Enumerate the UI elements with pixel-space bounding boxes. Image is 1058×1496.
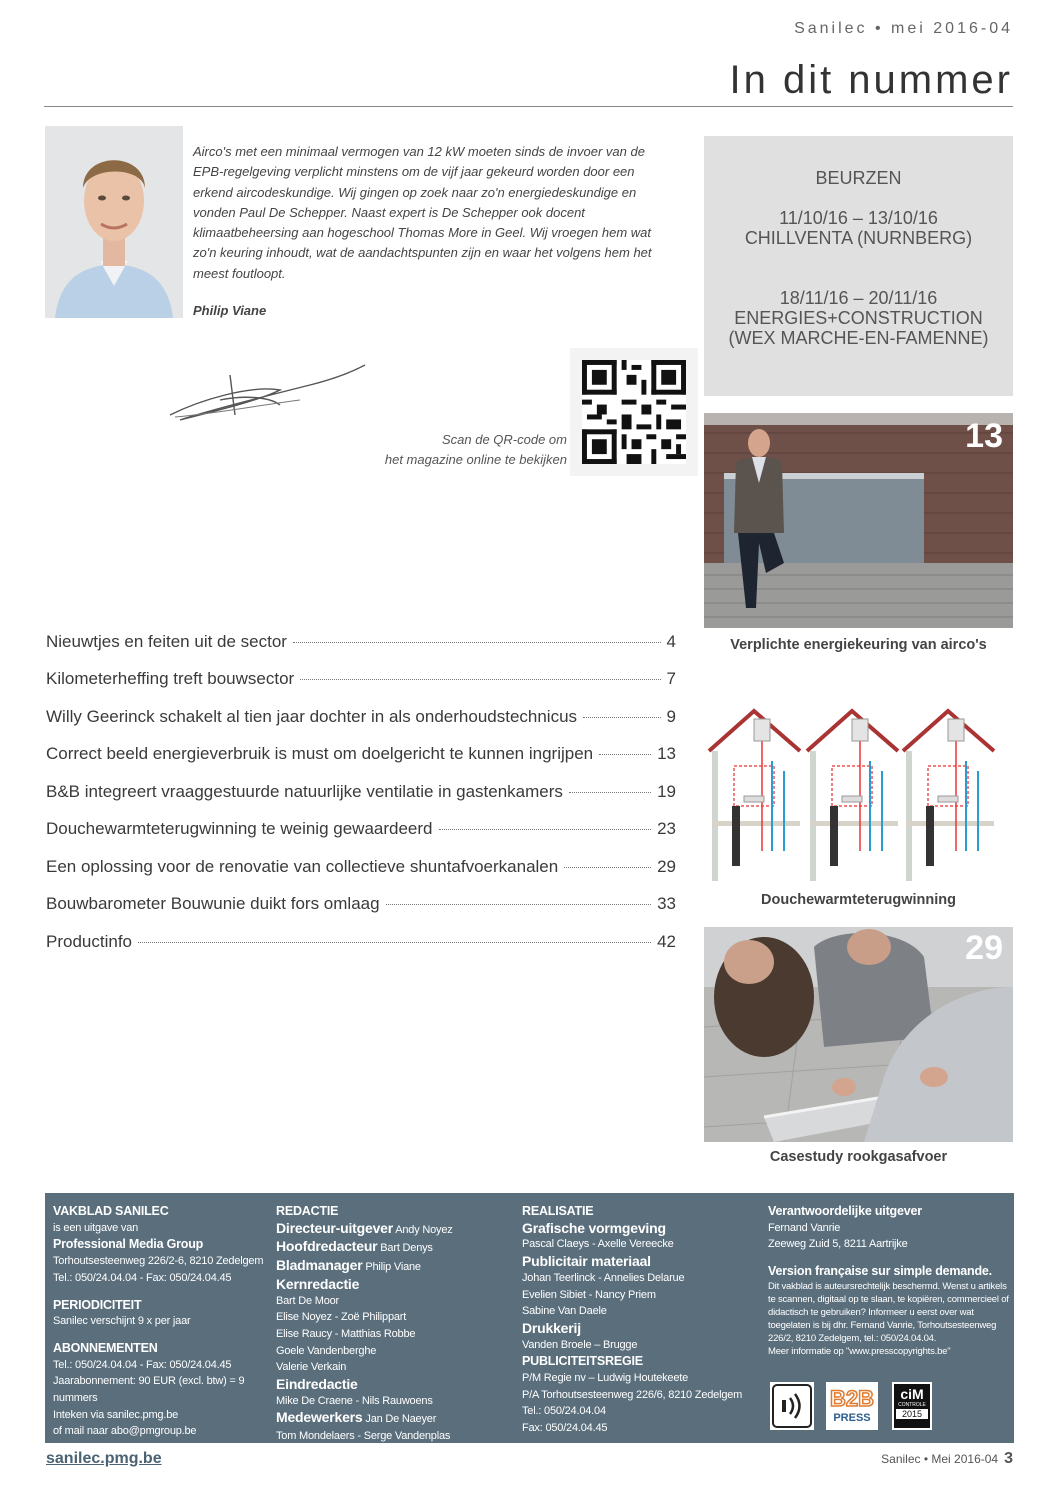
toc-item-page: 33 xyxy=(657,894,676,913)
cim-logo xyxy=(892,1382,932,1430)
page-title: In dit nummer xyxy=(729,58,1013,102)
feature-photo-rookgas[interactable] xyxy=(704,927,1013,1142)
toc-item-title: Douchewarmteterugwinning te weinig gewaardeerd xyxy=(46,819,433,838)
colophon-role: Kernredactie xyxy=(276,1275,360,1292)
qr-instruction-line1: Scan de QR-code om xyxy=(441,432,567,447)
footer-meta xyxy=(881,1450,1013,1468)
toc-leader xyxy=(138,942,651,943)
colophon-person: Andy Noyez xyxy=(395,1223,453,1236)
toc-item[interactable] xyxy=(46,632,676,658)
colophon-line: of mail naar abo@pmgroup.be xyxy=(53,1425,197,1438)
colophon-line: Goele Vandenberghe xyxy=(276,1344,377,1357)
colophon-publisher xyxy=(53,1203,273,1440)
toc-leader xyxy=(599,754,651,755)
toc-leader xyxy=(439,829,652,830)
toc-item-title: Productinfo xyxy=(46,932,132,951)
b2b-press-label: PRESS xyxy=(833,1412,871,1424)
colophon-role: Medewerkers xyxy=(276,1409,363,1426)
editorial-author: Philip Viane xyxy=(193,303,267,318)
toc-item[interactable] xyxy=(46,782,676,808)
colophon-heading: VAKBLAD SANILEC xyxy=(53,1204,169,1218)
colophon-role: Directeur-uitgever xyxy=(276,1219,393,1236)
copyright-notice: Dit vakblad is auteursrechtelijk beschermd. Wenst u artikels te scannen, digitaal op te slaan, te kopiëren, commercieel of didactisch te gebruiken? Informeer u eerst over wat toegelaten is bij dhr. Fernand Vanrie, Torhoutsesteenweg 226/2, 8210 Zedelgem, tel.: 050/24.04.04. xyxy=(768,1280,1009,1344)
colophon-heading: PERIODICITEIT xyxy=(53,1297,142,1312)
toc-item-page: 9 xyxy=(666,707,676,726)
colophon-person: Jan De Naeyer xyxy=(365,1413,437,1426)
feature-caption-airco: Verplichte energiekeuring van airco's xyxy=(730,637,987,653)
toc-item[interactable] xyxy=(46,744,676,770)
feature-page-23: 23 xyxy=(965,673,1003,711)
colophon-role: Drukkerij xyxy=(522,1319,581,1336)
fair1-name: CHILLVENTA (NURNBERG) xyxy=(744,228,973,248)
colophon-line: Mike De Craene - Nils Rauwoens xyxy=(276,1394,433,1407)
colophon-role: Grafische vormgeving xyxy=(522,1219,666,1236)
toc-item-title: B&B integreert vraaggestuurde natuurlijke ventilatie in gastenkamers xyxy=(46,782,563,801)
colophon-role: Bladmanager xyxy=(276,1257,363,1274)
cim-controle-label: CONTROLE xyxy=(898,1402,926,1408)
wifi-logo-icon xyxy=(770,1382,814,1430)
toc-leader xyxy=(386,904,652,905)
fairs-box xyxy=(704,136,1013,396)
colophon-line: Elise Raucy - Matthias Robbe xyxy=(276,1327,416,1340)
colophon-heading: PUBLICITEITSREGIE xyxy=(522,1354,643,1369)
colophon-role: Publicitair materiaal xyxy=(522,1253,651,1270)
fair1-dates: 11/10/16 – 13/10/16 xyxy=(779,208,938,228)
colophon-line: Bart De Moor xyxy=(276,1294,340,1307)
qr-code-icon[interactable] xyxy=(582,360,686,464)
fair2-dates: 18/11/16 – 20/11/16 xyxy=(779,288,938,308)
b2b-logo-icon xyxy=(826,1382,878,1412)
colophon-line: Inteken via sanilec.pmg.be xyxy=(53,1408,179,1421)
feature-page-13: 13 xyxy=(965,417,1003,455)
colophon-line: Fernand Vanrie xyxy=(768,1221,841,1234)
colophon-line: Jaarabonnement: 90 EUR (excl. btw) = 9 nummers xyxy=(53,1375,245,1405)
toc-leader xyxy=(569,792,651,793)
colophon-line: Vanden Broele – Brugge xyxy=(522,1338,638,1351)
colophon-role: Hoofdredacteur xyxy=(276,1238,378,1255)
colophon-line: Tel.: 050/24.04.04 xyxy=(522,1405,606,1418)
colophon-line: Professional Media Group xyxy=(53,1237,204,1252)
issue-meta: Sanilec • mei 2016-04 xyxy=(794,20,1013,37)
colophon-line: Fax: 050/24.04.45 xyxy=(522,1422,608,1435)
editorial-intro: Airco's met een minimaal vermogen van 12 kW moeten sinds de invoer van de EPB-regelgeving verplicht minstens om de vijf jaar gekeurd worden door een erkend aircodeskundige. Wij gingen op zoek naar zo'n energiedeskundige en vonden Paul De Schepper. Naast expert is De Schepper ook docent klimaatbeheersing aan hogeschool Thomas More in Geel. Wij vroegen hem wat zo'n keuring inhoudt, wat de aandachtspunten zijn en waar het volgens hem het meest foutloopt. xyxy=(193,144,652,281)
colophon-line: Evelien Sibiet - Nancy Priem xyxy=(522,1288,656,1301)
colophon-role: Eindredactie xyxy=(276,1376,358,1393)
colophon-line: P/A Torhoutsesteenweg 226/6, 8210 Zedelgem xyxy=(522,1388,743,1401)
colophon-heading: Version française sur simple demande. xyxy=(768,1264,992,1279)
toc-leader xyxy=(293,642,661,643)
toc-item-page: 29 xyxy=(657,857,676,876)
toc-item[interactable] xyxy=(46,894,676,920)
fairs-heading: BEURZEN xyxy=(815,168,902,188)
toc-item-page: 42 xyxy=(657,932,676,951)
colophon-line: Tom Mondelaers - Serge Vandenplas xyxy=(276,1430,451,1443)
toc-item-title: Willy Geerinck schakelt al tien jaar dochter in als onderhoudstechnicus xyxy=(46,707,578,726)
toc-item[interactable] xyxy=(46,857,676,883)
toc-leader xyxy=(583,717,660,718)
colophon-person: Bart Denys xyxy=(380,1242,433,1255)
colophon-line: Johan Teerlinck - Annelies Delarue xyxy=(522,1271,685,1284)
colophon-line: Sanilec verschijnt 9 x per jaar xyxy=(53,1315,191,1328)
colophon-person: Philip Viane xyxy=(365,1261,421,1274)
toc-item-page: 13 xyxy=(657,744,676,763)
colophon-line: P/M Regie nv – Ludwig Houtekeete xyxy=(522,1372,689,1385)
colophon-responsible xyxy=(768,1203,1010,1358)
colophon-line: Torhoutsesteenweg 226/2-6, 8210 Zedelgem xyxy=(53,1255,264,1268)
colophon-line: Tel.: 050/24.04.04 - Fax: 050/24.04.45 xyxy=(53,1358,232,1371)
colophon-line: Tel.: 050/24.04.04 - Fax: 050/24.04.45 xyxy=(53,1271,232,1284)
colophon-line: Zeeweg Zuid 5, 8211 Aartrijke xyxy=(768,1238,908,1251)
colophon-line: Elise Noyez - Zoë Philippart xyxy=(276,1311,407,1324)
toc-item-title: Bouwbarometer Bouwunie duikt fors omlaag xyxy=(46,894,380,913)
colophon-line: Pascal Claeys - Axelle Vereecke xyxy=(522,1238,674,1251)
feature-photo-airco[interactable] xyxy=(704,413,1013,628)
toc-leader xyxy=(564,867,651,868)
colophon-line: is een uitgave van xyxy=(53,1221,139,1234)
toc-item-title: Correct beeld energieverbruik is must om doelgericht te kunnen ingrijpen xyxy=(46,744,594,763)
colophon-editorial xyxy=(276,1203,516,1445)
b2b-press-logo xyxy=(826,1382,878,1430)
toc-item-title: Een oplossing voor de renovatie van collectieve shuntafvoerkanalen xyxy=(46,857,559,876)
editor-portrait xyxy=(45,126,183,318)
footer-issue: Sanilec • Mei 2016-04 xyxy=(881,1452,999,1466)
colophon-line: Valerie Verkain xyxy=(276,1361,347,1374)
toc-item-page: 7 xyxy=(666,669,676,688)
colophon-heading: REALISATIE xyxy=(522,1204,594,1218)
toc-item[interactable] xyxy=(46,707,676,733)
colophon-heading: Verantwoordelijke uitgever xyxy=(768,1204,922,1218)
qr-instruction xyxy=(300,430,567,470)
page-number: 3 xyxy=(1004,1450,1013,1467)
toc-item-page: 23 xyxy=(657,819,676,838)
svg-text:B2B: B2B xyxy=(829,1386,875,1411)
copyright-link: Meer informatie op "www.presscopyrights.be" xyxy=(768,1345,951,1357)
toc-item[interactable] xyxy=(46,669,676,695)
feature-caption-rookgas: Casestudy rookgasafvoer xyxy=(769,1149,948,1165)
toc-item[interactable] xyxy=(46,819,676,845)
website-link[interactable]: sanilec.pmg.be xyxy=(46,1450,162,1467)
qr-instruction-line2: het magazine online te bekijken xyxy=(384,452,567,467)
editor-signature xyxy=(160,355,375,430)
toc-item-title: Kilometerheffing treft bouwsector xyxy=(46,669,295,688)
colophon-production xyxy=(522,1203,762,1437)
toc-item[interactable] xyxy=(46,932,676,958)
feature-diagram-douche[interactable] xyxy=(704,671,1013,886)
fair2-location: (WEX MARCHE-EN-FAMENNE) xyxy=(728,328,989,348)
toc-item-title: Nieuwtjes en feiten uit de sector xyxy=(46,632,287,651)
fair2-name: ENERGIES+CONSTRUCTION xyxy=(734,308,983,328)
feature-caption-douche: Douchewarmteterugwinning xyxy=(761,892,956,908)
header-divider xyxy=(44,106,1013,107)
colophon-heading: REDACTIE xyxy=(276,1204,339,1218)
feature-page-29: 29 xyxy=(965,929,1003,967)
toc-item-page: 4 xyxy=(666,632,676,651)
cim-logo-icon: ciM xyxy=(900,1386,924,1402)
colophon-line: Sabine Van Daele xyxy=(522,1305,607,1318)
toc-leader xyxy=(300,679,660,680)
cim-year: 2015 xyxy=(896,1409,928,1419)
toc-item-page: 19 xyxy=(657,782,676,801)
colophon-heading: ABONNEMENTEN xyxy=(53,1340,158,1355)
